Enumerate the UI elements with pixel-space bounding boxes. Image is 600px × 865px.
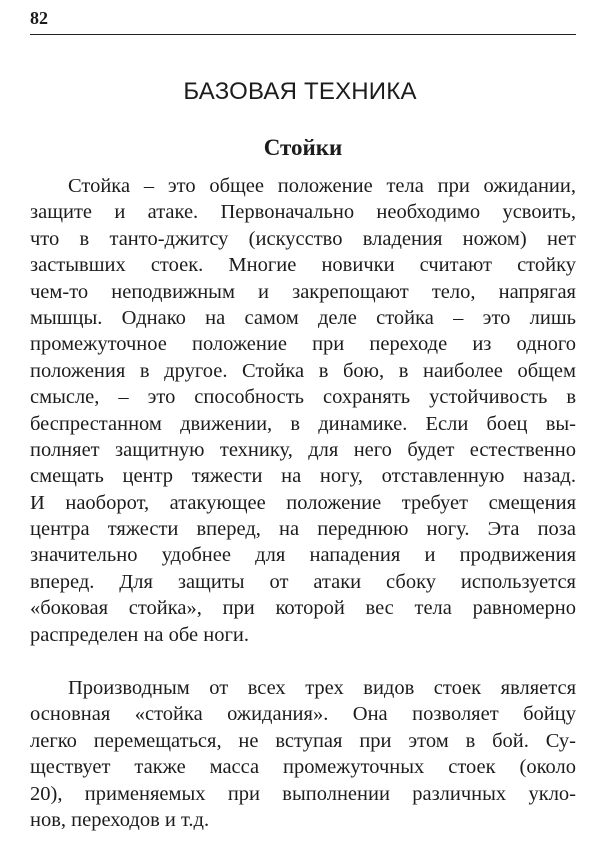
paragraph-line: беспрестанном движении, в динамике. Если боец вы-: [30, 412, 576, 435]
subsection-title: Стойки: [263, 135, 343, 160]
header-rule: [30, 34, 576, 35]
paragraph-line: что в танто-джитсу (искусство владения ножом) нет: [30, 227, 576, 250]
paragraph-line: защите и атаке. Первоначально необходимо усвоить,: [30, 201, 576, 224]
page-number: 82: [30, 8, 48, 28]
paragraph-line: И наоборот, атакующее положение требует смещения: [30, 491, 576, 514]
paragraph-line: положения в другое. Стойка в бою, в наиболее общем: [30, 359, 576, 382]
paragraph-line: распределен на обе ноги.: [30, 623, 250, 646]
paragraph-line: 20), применяемых при выполнении различных укло-: [30, 782, 576, 805]
paragraph-1: [30, 173, 576, 648]
paragraph-line: легко перемещаться, не вступая при этом в бой. Су-: [30, 729, 576, 752]
paragraph-line: чем-то неподвижным и закрепощают тело, напрягая: [30, 280, 576, 303]
paragraph-line: центра тяжести вперед, на переднюю ногу. Эта поза: [30, 518, 576, 541]
paragraph-line: Стойка – это общее положение тела при ожидании,: [68, 175, 576, 197]
paragraph-line: основная «стойка ожидания». Она позволяет бойцу: [30, 703, 576, 726]
paragraph-line: ществует также масса промежуточных стоек (около: [30, 756, 576, 779]
paragraph-line: смысле, – это способность сохранять устойчивость в: [30, 386, 576, 409]
paragraph-line: смещать центр тяжести на ногу, отставленную назад.: [30, 465, 576, 488]
paragraph-line: «боковая стойка», при которой вес тела равномерно: [30, 597, 576, 620]
paragraph-line: нов, переходов и т.д.: [30, 808, 210, 831]
paragraph-line: мышцы. Однако на самом деле стойка – это лишь: [30, 306, 576, 329]
paragraph-line: Производным от всех трех видов стоек является: [68, 677, 576, 699]
paragraph-line: застывших стоек. Многие новички считают стойку: [30, 254, 576, 277]
paragraph-line: промежуточное положение при переходе из одного: [30, 333, 576, 356]
paragraph-line: полняет защитную технику, для него будет естественно: [30, 438, 576, 461]
paragraph-line: вперед. Для защиты от атаки сбоку используется: [30, 570, 576, 593]
paragraph-line: значительно удобнее для нападения и продвижения: [30, 544, 576, 567]
paragraph-2: [30, 675, 576, 833]
section-title: БАЗОВАЯ ТЕХНИКА: [183, 78, 417, 105]
